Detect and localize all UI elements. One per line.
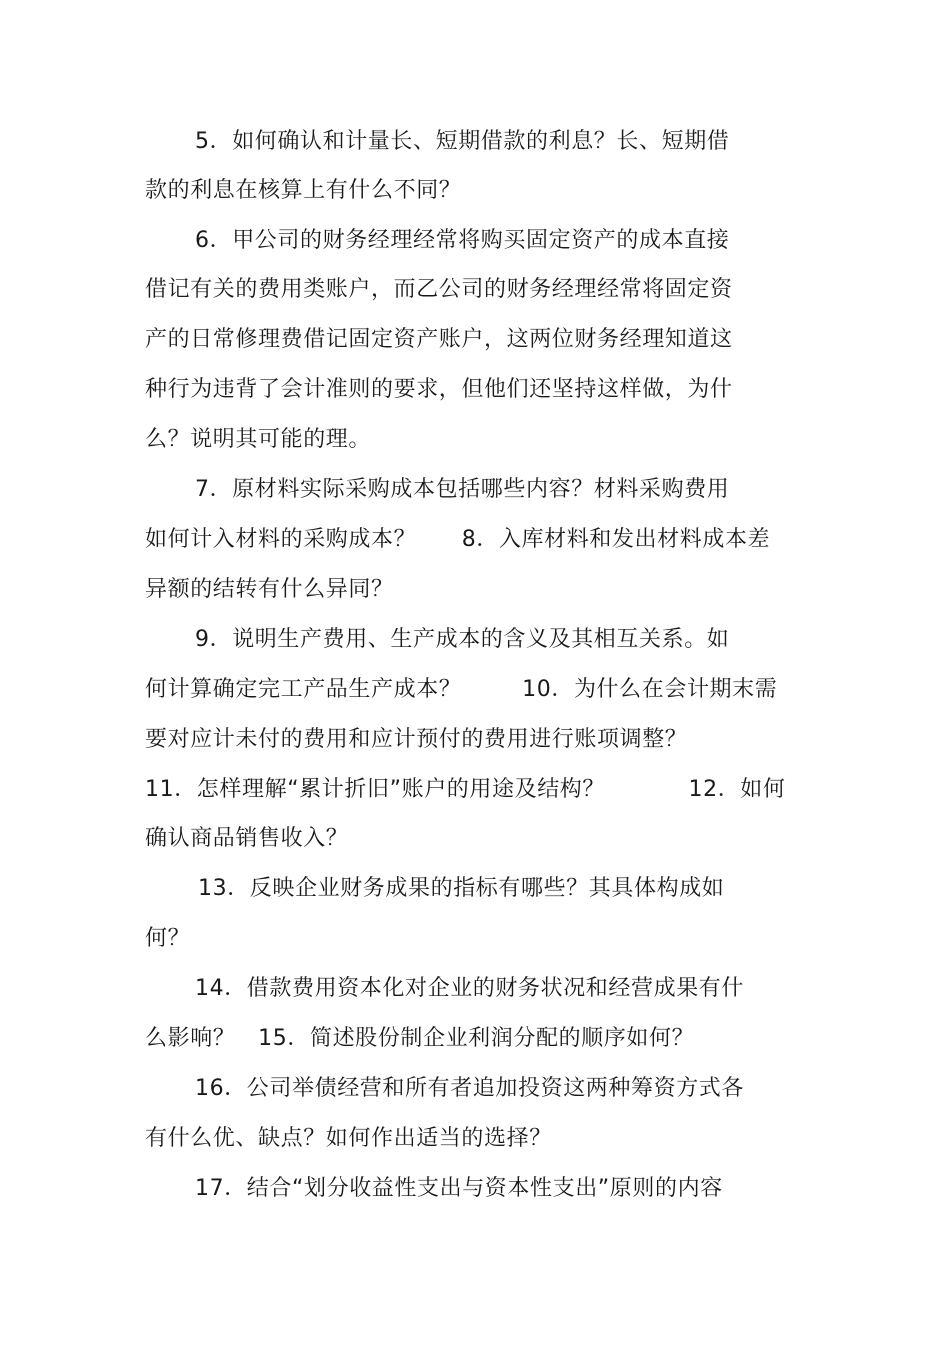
question-6-line-3: 产的日常修理费借记固定资产账户，这两位财务经理知道这 bbox=[145, 327, 733, 352]
question-6-line-4: 种行为违背了会计准则的要求，但他们还坚持这样做，为什 bbox=[145, 377, 733, 402]
question-13-line-1: 13．反映企业财务成果的指标有哪些？其具体构成如 bbox=[198, 876, 725, 901]
question-5-line-1: 5．如何确认和计量长、短期借款的利息？长、短期借 bbox=[195, 129, 730, 154]
question-8-line-2: 异额的结转有什么异同？ bbox=[145, 577, 394, 602]
question-6-line-5: 么？说明其可能的理。 bbox=[145, 427, 372, 452]
question-13-line-2: 何？ bbox=[145, 926, 191, 951]
question-6-line-2: 借记有关的费用类账户，而乙公司的财务经理经常将固定资 bbox=[145, 277, 733, 302]
question-12-line-2: 确认商品销售收入？ bbox=[145, 826, 349, 851]
question-9-line-1: 9．说明生产费用、生产成本的含义及其相互关系。如 bbox=[195, 627, 730, 652]
question-9-10-line: 何计算确定完工产品生产成本？ 10．为什么在会计期末需 bbox=[145, 677, 778, 702]
question-14-15-line: 么影响？ 15．简述股份制企业利润分配的顺序如何？ bbox=[145, 1026, 695, 1051]
question-16-line-2: 有什么优、缺点？如何作出适当的选择？ bbox=[145, 1126, 552, 1151]
question-5-line-2: 款的利息在核算上有什么不同？ bbox=[145, 178, 462, 203]
question-7-8-line: 如何计入材料的采购成本？ 8．入库材料和发出材料成本差 bbox=[145, 527, 771, 552]
question-6-line-1: 6．甲公司的财务经理经常将购买固定资产的成本直接 bbox=[195, 228, 730, 253]
question-14-line-1: 14．借款费用资本化对企业的财务状况和经营成果有什 bbox=[195, 976, 744, 1001]
question-10-line-2: 要对应计未付的费用和应计预付的费用进行账项调整？ bbox=[145, 727, 688, 752]
question-16-line-1: 16．公司举债经营和所有者追加投资这两种筹资方式各 bbox=[195, 1076, 744, 1101]
question-11-12-line: 11．怎样理解“累计折旧”账户的用途及结构？ 12．如何 bbox=[145, 777, 786, 802]
question-17-line-1: 17．结合“划分收益性支出与资本性支出”原则的内容 bbox=[195, 1176, 723, 1201]
question-7-line-1: 7．原材料实际采购成本包括哪些内容？材料采购费用 bbox=[195, 477, 730, 502]
